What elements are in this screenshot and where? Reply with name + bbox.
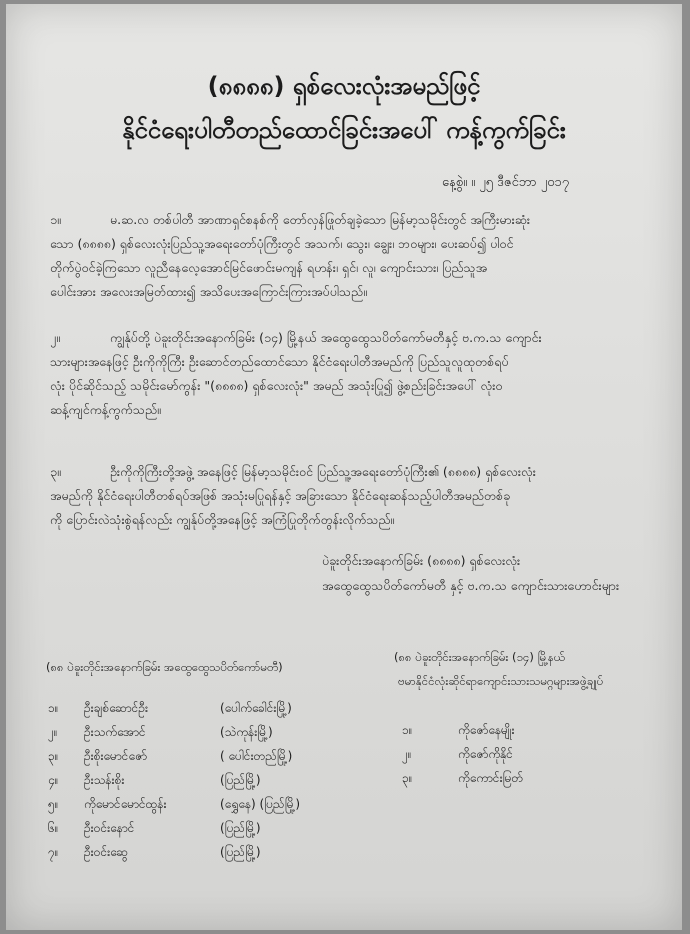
member-town: (သဲကုန်းမြို့): [220, 725, 273, 739]
paragraph-line: လုံး ပိုင်ဆိုင်သည့် သမိုင်းမော်ကွန်း "(၈၈၈၈) ရှစ်လေးလုံး" အမည် အသုံးပြု၍ ဖွဲ့စည်းခြင်းအပေါ် လုံးဝ: [50, 378, 503, 393]
paragraph-line: ဆန့်ကျင်ကန့်ကွက်သည်။: [50, 402, 161, 417]
signature-line-1: ပဲခူးတိုင်းအနောက်ခြမ်း (၈၈၈၈) ရှစ်လေးလုံး: [322, 553, 521, 568]
item-number: ၂။: [48, 725, 58, 739]
item-number: ၁။: [402, 723, 413, 737]
member-name: ဦးသက်အောင်: [84, 725, 146, 739]
paragraph-line: ကို ပြောင်းလဲသုံးစွဲရန်လည်း ကျွန်ုပ်တို့အနေဖြင့် အကြံပြုတိုက်တွန်းလိုက်သည်။: [50, 512, 395, 527]
item-number: ၃။: [402, 771, 413, 785]
member-name: ကိုဇော်နေမျိုး: [458, 723, 515, 737]
paragraph-number: ၁။: [50, 212, 61, 227]
paragraph-line: သော (၈၈၈၈) ရှစ်လေးလုံးပြည်သူ့အရေးတော်ပုံကြီးတွင် အသက်၊ သွေး၊ ချွေး၊ ဘဝများ၊ ပေးဆပ်၍ ပါဝင်: [50, 236, 514, 251]
member-name: ဦးဝင်းဆွေ: [84, 845, 128, 859]
paragraph-line: ပေါင်းအား အလေးအမြတ်ထား၍ အသိပေးအကြောင်းကြားအပ်ပါသည်။: [50, 284, 367, 299]
item-number: ၅။: [48, 797, 59, 811]
item-number: ၄။: [48, 773, 59, 787]
member-name: ဦးသန်းစိုး: [84, 773, 125, 787]
title-line-1: (၈၈၈၈) ရှစ်လေးလုံးအမည်ဖြင့်: [207, 72, 481, 100]
right-group-header-1: (၈၈ ပဲခူးတိုင်းအနောက်ခြမ်း (၁၄) မြို့နယ်: [394, 650, 565, 664]
member-name: ဦးချစ်ဆောင်ဦး: [84, 701, 149, 715]
item-number: ၂။: [402, 747, 412, 761]
document-date: နေ့စွဲ။ ။ ၂၅ ဒီဇင်ဘာ ၂၀၁၇: [442, 175, 570, 190]
paragraph-3: [50, 460, 652, 532]
member-name: ဦးစိုးမောင်ဇော်: [84, 749, 148, 763]
item-number: ၆။: [48, 821, 59, 835]
member-town: (ပေါက်ခေါင်းမြို့): [220, 701, 292, 715]
left-group-header: (၈၈ ပဲခူးတိုင်းအနောက်ခြမ်း အထွေထွေသပိတ်ကော်မတီ): [46, 660, 283, 674]
paragraph-2: [50, 326, 652, 422]
member-town: (ပြည်မြို့): [220, 845, 261, 859]
document-page: [6, 4, 682, 930]
member-town: (ပြည်မြို့): [220, 773, 261, 787]
member-town: (ရွှေနေ) (ပြည်မြို့): [220, 797, 301, 811]
member-name: ဦးဝင်းနောင်: [84, 821, 135, 835]
member-name: ကိုကောင်းမြတ်: [458, 771, 524, 785]
paragraph-line: မ.ဆ.လ တစ်ပါတီ အာဏာရှင်စနစ်ကို တော်လှန်ဖြုတ်ချခဲ့သော မြန်မာ့သမိုင်းတွင် အကြီးမားဆုံး: [110, 212, 531, 227]
right-group-header-2: ဗမာနိုင်ငံလုံးဆိုင်ရာကျောင်းသားသမဂ္ဂများအဖွဲ့ချုပ်: [398, 674, 604, 688]
paragraph-line: သားများအနေဖြင့် ဦးကိုကိုကြီး ဦးဆောင်တည်ထောင်သော နိုင်ငံရေးပါတီအမည်ကို ပြည်သူလူထုတစ်ရပ်: [50, 354, 509, 369]
title-line-2: နိုင်ငံရေးပါတီတည်ထောင်ခြင်းအပေါ် ကန့်ကွက်ခြင်း: [122, 116, 566, 144]
paragraph-1: [50, 208, 652, 304]
paragraph-number: ၃။: [50, 464, 61, 479]
paragraph-line: ကျွန်ုပ်တို့ ပဲခူးတိုင်းအနောက်ခြမ်း (၁၄) မြို့နယ် အထွေထွေသပိတ်ကော်မတီနှင့် ဗ.က.သ ကျောင်း: [110, 330, 542, 345]
paragraph-line: ဦးကိုကိုကြီးတို့အဖွဲ့ အနေဖြင့် မြန်မာ့သမိုင်းဝင် ပြည်သူ့အရေးတော်ပုံကြီး၏ (၈၈၈၈) ရှစ်လေးလုံး: [110, 464, 536, 479]
signature-line-2: အထွေထွေသပိတ်ကော်မတီ နှင့် ဗ.က.သ ကျောင်းသားဟောင်းများ: [322, 578, 620, 593]
member-town: ( ပေါင်းတည်မြို့): [220, 749, 293, 763]
item-number: ၃။: [48, 749, 59, 763]
member-town: (ပြည်မြို့): [220, 821, 261, 835]
member-name: ကိုမောင်မောင်ထွန်း: [84, 797, 167, 811]
item-number: ၁။: [48, 701, 59, 715]
paragraph-number: ၂။: [50, 330, 60, 345]
paragraph-line: အမည်ကို နိုင်ငံရေးပါတီတစ်ရပ်အဖြစ် အသုံးမပြုရန်နှင့် အခြားသော နိုင်ငံရေးဆန်သည့်ပါတီအမည်တစ်ခု: [50, 488, 511, 503]
paragraph-line: တိုက်ပွဲဝင်ခဲ့ကြသော လူညီနေလေ့အောင်မြင်ဖောင်းမကျန် ရဟန်း၊ ရှင်၊ လူ၊ ကျောင်းသား၊ ပြည်သူအ: [50, 260, 488, 275]
member-name: ကိုဇော်ကိုနိုင်: [458, 747, 513, 761]
item-number: ၇။: [48, 845, 59, 859]
